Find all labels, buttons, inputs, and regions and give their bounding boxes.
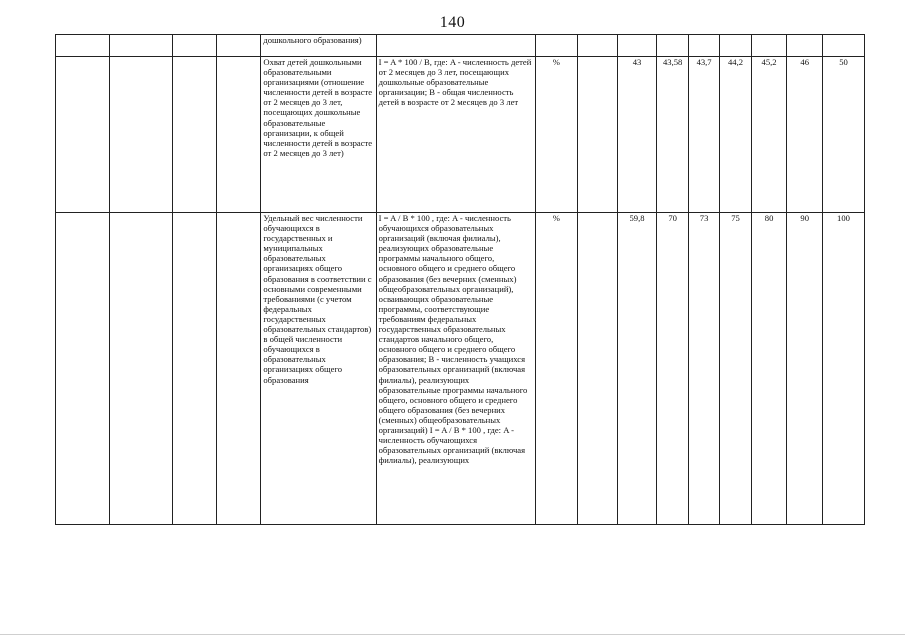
table-cell <box>56 57 110 213</box>
formula-cell: I = A / B * 100 , где: A - численность обучающихся образовательных организаций (включая филиалы), реализующих образовательные программы начального общего, основного общего и среднего общего образования (без вечерних (сменных) общеобразовательных организаций), осваивающих образовательные программы, соответствующие требованиям федеральных государственных образовательных стандартов начального общего, основного общего и среднего общего образования; B - численность учащихся образовательных организаций (включая филиалы), реализующих образовательные программы начального общего, основного общего и среднего общего образования (без вечерних (сменных) общеобразовательных организаций) I = A / B * 100 , где: A - численность обучающихся образовательных организаций (включая филиалы), реализующих <box>376 213 535 525</box>
value-cell: 46 <box>787 57 823 213</box>
table-cell <box>110 213 173 525</box>
value-cell: 44,2 <box>720 57 751 213</box>
value-cell: 75 <box>720 213 751 525</box>
table-cell <box>657 35 688 57</box>
table-cell <box>56 213 110 525</box>
table-cell <box>577 35 617 57</box>
table-row <box>56 213 865 525</box>
value-cell: 43 <box>617 57 657 213</box>
table-cell <box>688 35 719 57</box>
value-cell: 50 <box>823 57 865 213</box>
indicator-cell: Удельный вес численности обучающихся в государственных и муниципальных образовательных организациях общего образования в соответствии с основными современными требованиями (с учетом федеральных государственных образовательных стандартов) в общей численности обучающихся в образовательных организациях общего образования <box>261 213 376 525</box>
indicator-table <box>55 34 865 525</box>
table-cell <box>56 35 110 57</box>
formula-cell: I = A * 100 / B, где: A - численность детей от 2 месяцев до 3 лет, посещающих дошкольные образовательные организации; B - общая численность детей в возрасте от 2 месяцев до 3 лет <box>376 57 535 213</box>
value-cell: 59,8 <box>617 213 657 525</box>
table-row <box>56 35 865 57</box>
indicator-cell: дошкольного образования) <box>261 35 376 57</box>
value-cell: 43,58 <box>657 57 688 213</box>
table-cell <box>823 35 865 57</box>
table-cell <box>751 35 787 57</box>
table-cell <box>217 57 261 213</box>
table-cell <box>110 57 173 213</box>
table-cell <box>173 57 217 213</box>
unit-cell: % <box>535 57 577 213</box>
value-cell: 73 <box>688 213 719 525</box>
table-cell <box>720 35 751 57</box>
unit-cell: % <box>535 213 577 525</box>
table-cell <box>577 213 617 525</box>
indicator-cell: Охват детей дошкольными образовательными организациями (отношение численности детей в возрасте от 2 месяцев до 3 лет, посещающих дошкольные образовательные организации, к общей численности детей в возрасте от 2 месяцев до 3 лет) <box>261 57 376 213</box>
table-cell <box>173 35 217 57</box>
table-cell <box>787 35 823 57</box>
table-cell <box>617 35 657 57</box>
value-cell: 80 <box>751 213 787 525</box>
table-cell <box>217 35 261 57</box>
table-row <box>56 57 865 213</box>
table-cell <box>173 213 217 525</box>
page-number: 140 <box>439 14 466 31</box>
table-cell <box>577 57 617 213</box>
value-cell: 43,7 <box>688 57 719 213</box>
unit-cell <box>535 35 577 57</box>
formula-cell <box>376 35 535 57</box>
value-cell: 70 <box>657 213 688 525</box>
table-cell <box>110 35 173 57</box>
scan-edge-line <box>0 634 905 635</box>
value-cell: 45,2 <box>751 57 787 213</box>
value-cell: 100 <box>823 213 865 525</box>
value-cell: 90 <box>787 213 823 525</box>
table-cell <box>217 213 261 525</box>
